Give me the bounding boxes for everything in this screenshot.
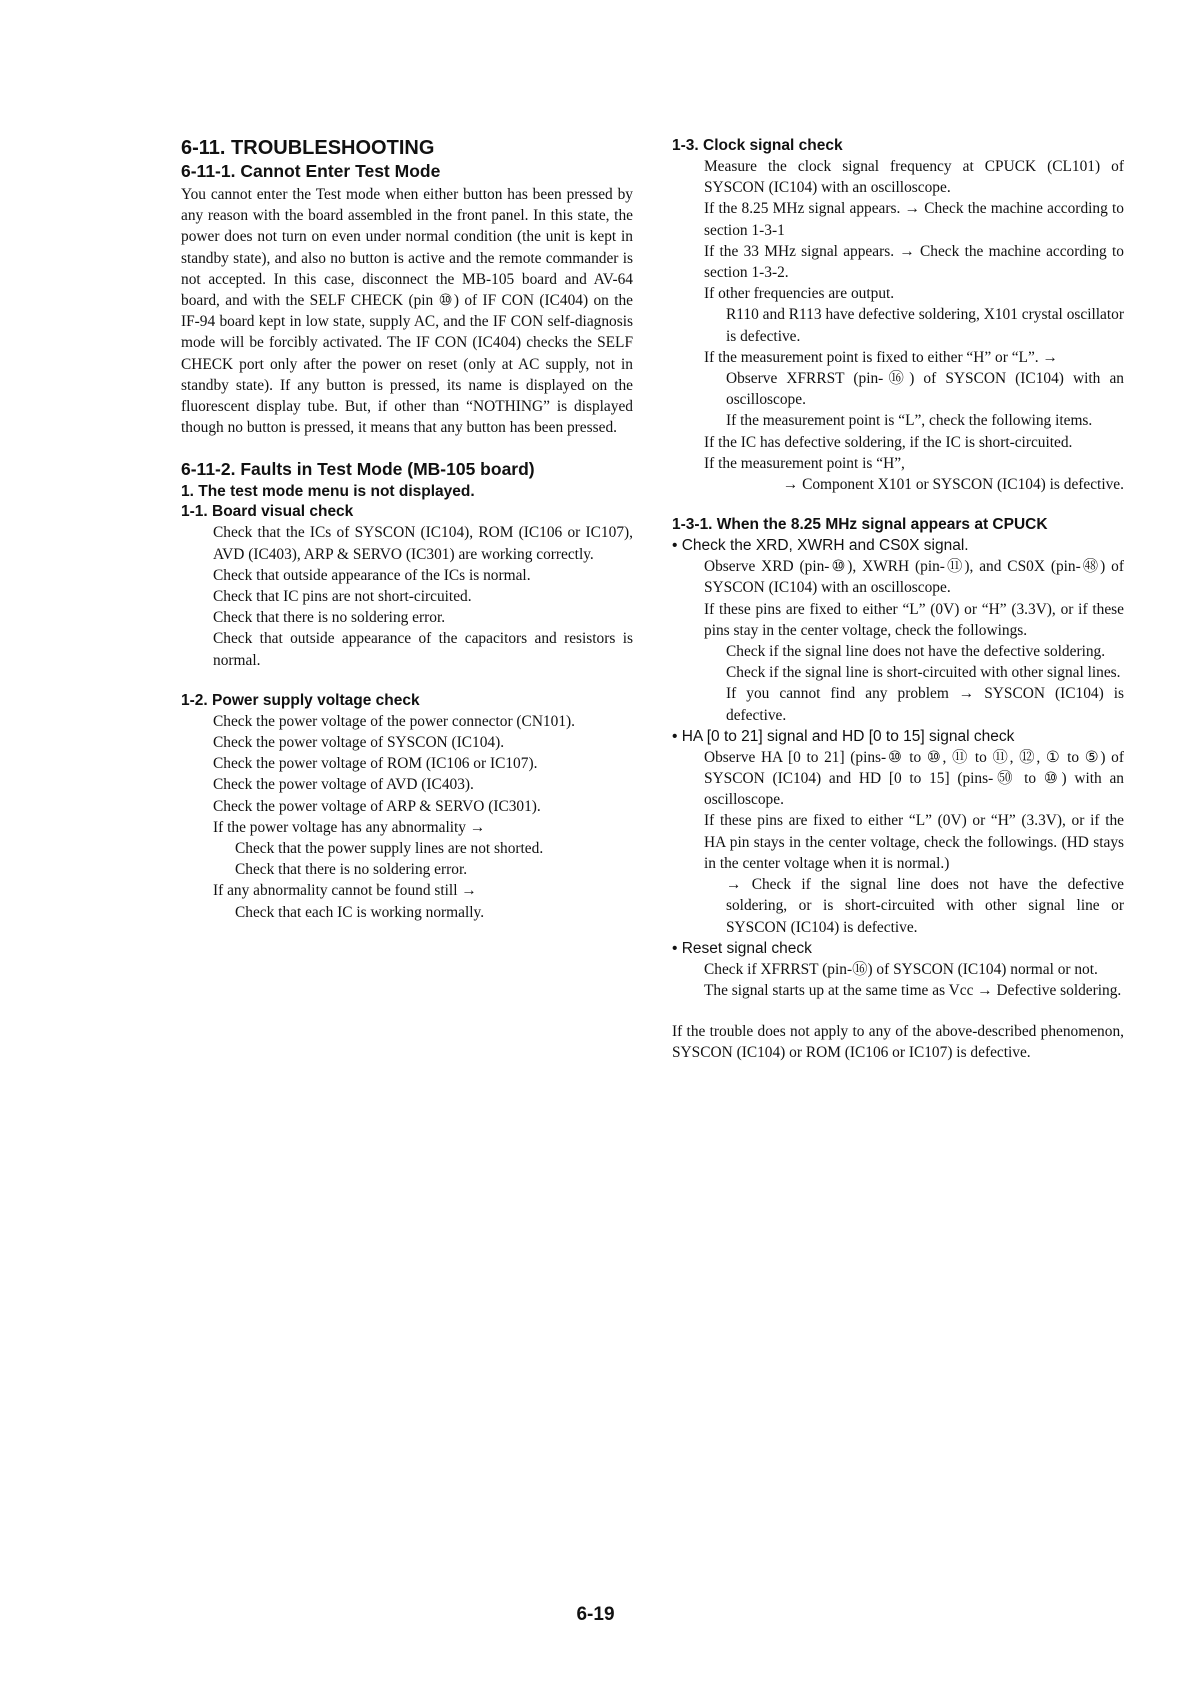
heading-clock-signal-check: 1-3. Clock signal check: [672, 137, 843, 154]
left-column: [181, 136, 633, 923]
reset-check-body: [672, 959, 1124, 1001]
heading-board-visual-check: 1-1. Board visual check: [181, 503, 354, 521]
subsection-title-cannot-enter-test-mode: 6-11-1. Cannot Enter Test Mode: [181, 161, 441, 181]
paragraph: If the measurement point is fixed to either “H” or “L”. →: [704, 348, 1058, 366]
list-item: Check the power voltage of ROM (IC106 or IC107).: [213, 755, 538, 773]
paragraph: If other frequencies are output.: [704, 285, 895, 303]
list-item: Check that there is no soldering error.: [235, 861, 468, 879]
paragraph: Check if XFRRST (pin-⑯) of SYSCON (IC104) normal or not.: [704, 960, 1098, 978]
paragraph: Check if the signal line is short-circuited with other signal lines.: [726, 664, 1121, 682]
list-item: If the power voltage has any abnormality →: [213, 818, 486, 836]
list-item: Check that IC pins are not short-circuited.: [213, 588, 472, 606]
list-item: Check that each IC is working normally.: [235, 903, 485, 921]
paragraph: If the IC has defective soldering, if the IC is short-circuited.: [704, 433, 1073, 451]
paragraph: Observe XFRRST (pin-⑯) of SYSCON (IC104) with an oscilloscope.: [726, 370, 1124, 409]
right-column: [672, 136, 1124, 1064]
paragraph: If the 8.25 MHz signal appears. → Check the machine according to section 1-3-1: [704, 200, 1124, 239]
board-visual-check-list: [181, 522, 633, 670]
list-item: Check that there is no soldering error.: [213, 609, 446, 627]
list-item: If any abnormality cannot be found still →: [213, 882, 477, 900]
ha-hd-check-body: [672, 747, 1124, 938]
subsection-title-faults-in-test-mode: 6-11-2. Faults in Test Mode (MB-105 board): [181, 459, 535, 480]
list-item: Check that outside appearance of the ICs is normal.: [213, 566, 531, 584]
paragraph: → Check if the signal line does not have the defective soldering, or is short-circuited with other signal line or SYSCON (IC104) is defective.: [726, 876, 1124, 936]
heading-power-supply-voltage-check: 1-2. Power supply voltage check: [181, 691, 420, 709]
list-item: Check the power voltage of AVD (IC403).: [213, 776, 474, 794]
paragraph: The signal starts up at the same time as Vcc → Defective soldering.: [704, 981, 1122, 999]
bullet-reset-signal: • Reset signal check: [672, 939, 812, 957]
xrd-check-body: [672, 556, 1124, 726]
paragraph: R110 and R113 have defective soldering, X101 crystal oscillator is defective.: [726, 306, 1124, 345]
list-item: Check the power voltage of the power connector (CN101).: [213, 712, 575, 730]
paragraph: If the 33 MHz signal appears. → Check the machine according to section 1-3-2.: [704, 242, 1124, 282]
list-item: Check that outside appearance of the capacitors and resistors is normal.: [213, 630, 633, 669]
paragraph: Observe HA [0 to 21] (pins-⑩ to ⑩, ⑪ to ⑪, ⑫, ① to ⑤) of SYSCON (IC104) and HD [0 to 15] (pins-㊿ to ⑩) with an oscilloscope.: [704, 748, 1124, 809]
section-title: 6-11. TROUBLESHOOTING: [181, 137, 435, 159]
paragraph: If the measurement point is “L”, check the following items.: [726, 412, 1093, 430]
paragraph: If the measurement point is “H”,: [704, 454, 905, 472]
item-heading-menu-not-displayed: 1. The test mode menu is not displayed.: [181, 483, 475, 501]
heading-825mhz-signal: 1-3-1. When the 8.25 MHz signal appears at CPUCK: [672, 516, 1048, 534]
paragraph: → Component X101 or SYSCON (IC104) is defective.: [782, 476, 1124, 494]
list-item: Check the power voltage of ARP & SERVO (IC301).: [213, 797, 541, 815]
closing-paragraph: If the trouble does not apply to any of the above-described phenomenon, SYSCON (IC104) or ROM (IC106 or IC107) is defective.: [672, 1023, 1124, 1062]
paragraph: If you cannot find any problem → SYSCON (IC104) is defective.: [726, 685, 1124, 724]
bullet-ha-hd-signal: • HA [0 to 21] signal and HD [0 to 15] signal check: [672, 727, 1015, 745]
paragraph: Measure the clock signal frequency at CPUCK (CL101) of SYSCON (IC104) with an oscilloscope.: [704, 158, 1124, 197]
list-item: Check the power voltage of SYSCON (IC104).: [213, 734, 505, 752]
list-item: Check that the power supply lines are not shorted.: [235, 840, 544, 858]
bullet-xrd-xwrh-cs0x: • Check the XRD, XWRH and CS0X signal.: [672, 537, 969, 555]
paragraph: Check if the signal line does not have the defective soldering.: [726, 643, 1106, 661]
page-number: 6-19: [576, 1604, 615, 1625]
paragraph: If these pins are fixed to either “L” (0V) or “H” (3.3V), or if the HA pin stays in the center voltage, check the followings. (HD stays in the center voltage when it is normal.): [704, 812, 1124, 872]
power-supply-check-list: [181, 711, 633, 923]
paragraph: Observe XRD (pin-⑩), XWRH (pin-⑪), and CS0X (pin-㊽) of SYSCON (IC104) with an oscilloscope.: [704, 558, 1124, 597]
paragraph: If these pins are fixed to either “L” (0V) or “H” (3.3V), or if these pins stay in the center voltage, check the followings.: [704, 600, 1124, 639]
list-item: Check that the ICs of SYSCON (IC104), ROM (IC106 or IC107), AVD (IC403), ARP & SERVO (IC301) are working correctly.: [213, 524, 633, 563]
clock-signal-check-body: [672, 156, 1124, 495]
cannot-enter-test-mode-paragraph: You cannot enter the Test mode when either button has been pressed by any reason with the board assembled in the front panel. In this state, the power does not turn on even under normal condition (the unit is kept in standby state), and also no button is active and the remote commander is not accepted. In this case, disconnect the MB-105 board and AV-64 board, and with the SELF CHECK (pin ⑩) of IF CON (IC404) on the IF-94 board kept in low state, supply AC, and the IF CON self-diagnosis mode will be forcibly activated. The IF CON (IC404) checks the SELF CHECK port only after the power on reset (only at AC supply, not in standby state). If any button is pressed, its name is displayed on the fluorescent display tube. But, if other than “NOTHING” is displayed though no button is pressed, it means that any button has been pressed.: [181, 186, 633, 437]
